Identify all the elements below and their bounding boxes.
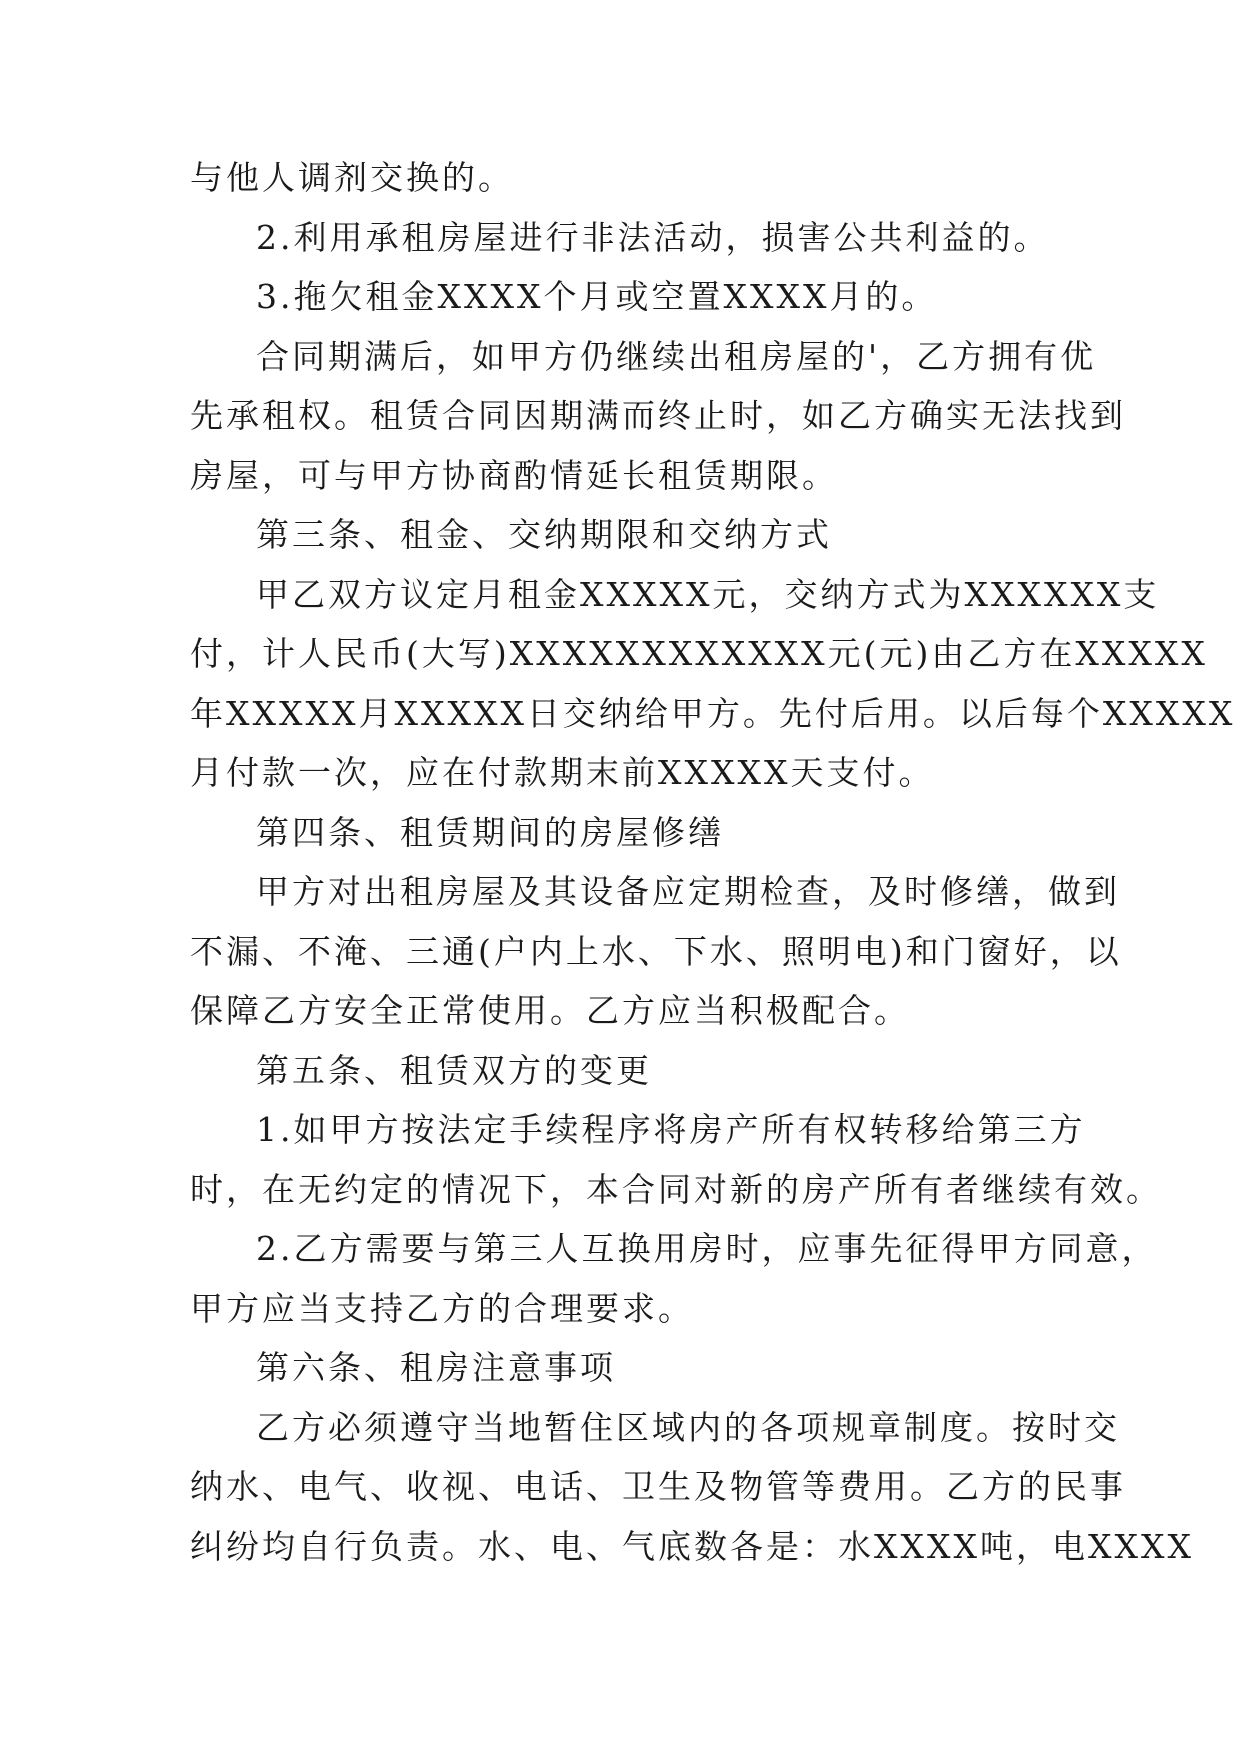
paragraph-line: 房屋，可与甲方协商酌情延长租赁期限。	[190, 455, 838, 495]
section-heading-article-5: 第五条、租赁双方的变更	[256, 1050, 652, 1090]
paragraph-line: 不漏、不淹、三通(户内上水、下水、照明电)和门窗好，以	[190, 931, 1122, 971]
paragraph-line: 月付款一次，应在付款期末前XXXXX天支付。	[190, 753, 935, 792]
paragraph-line: 年XXXXX月XXXXX日交纳给甲方。先付后用。以后每个XXXXX	[190, 693, 1236, 733]
text-line: 与他人调剂交换的。	[190, 158, 514, 197]
paragraph-line: 纠纷均自行负责。水、电、气底数各是：水XXXX吨，电XXXX	[190, 1526, 1194, 1566]
paragraph-line: 乙方必须遵守当地暂住区域内的各项规章制度。按时交	[256, 1407, 1120, 1447]
paragraph-line: 付，计人民币(大写)XXXXXXXXXXXX元(元)由乙方在XXXXX	[190, 634, 1208, 673]
clause-item-2: 2.利用承租房屋进行非法活动，损害公共利益的。	[256, 217, 1050, 257]
section-heading-article-4: 第四条、租赁期间的房屋修缮	[256, 812, 724, 852]
clause-item-2: 2.乙方需要与第三人互换用房时，应事先征得甲方同意，	[256, 1229, 1158, 1268]
paragraph-line: 先承租权。租赁合同因期满而终止时，如乙方确实无法找到	[190, 396, 1126, 435]
section-heading-article-3: 第三条、租金、交纳期限和交纳方式	[256, 515, 832, 554]
section-heading-article-6: 第六条、租房注意事项	[256, 1348, 616, 1387]
paragraph-line: 甲乙双方议定月租金XXXXX元，交纳方式为XXXXXX支	[256, 574, 1160, 614]
paragraph-line: 合同期满后，如甲方仍继续出租房屋的'，乙方拥有优	[256, 336, 1097, 376]
paragraph-line: 保障乙方安全正常使用。乙方应当积极配合。	[190, 991, 910, 1030]
clause-item-1: 1.如甲方按法定手续程序将房产所有权转移给第三方	[256, 1110, 1086, 1149]
paragraph-line: 甲方应当支持乙方的合理要求。	[190, 1288, 694, 1328]
paragraph-line: 纳水、电气、收视、电话、卫生及物管等费用。乙方的民事	[190, 1467, 1126, 1506]
document-body	[190, 148, 1236, 1576]
paragraph-line: 时，在无约定的情况下，本合同对新的房产所有者继续有效。	[190, 1169, 1162, 1209]
clause-item-3: 3.拖欠租金XXXX个月或空置XXXX月的。	[256, 277, 938, 316]
paragraph-line: 甲方对出租房屋及其设备应定期检查，及时修缮，做到	[256, 872, 1120, 911]
